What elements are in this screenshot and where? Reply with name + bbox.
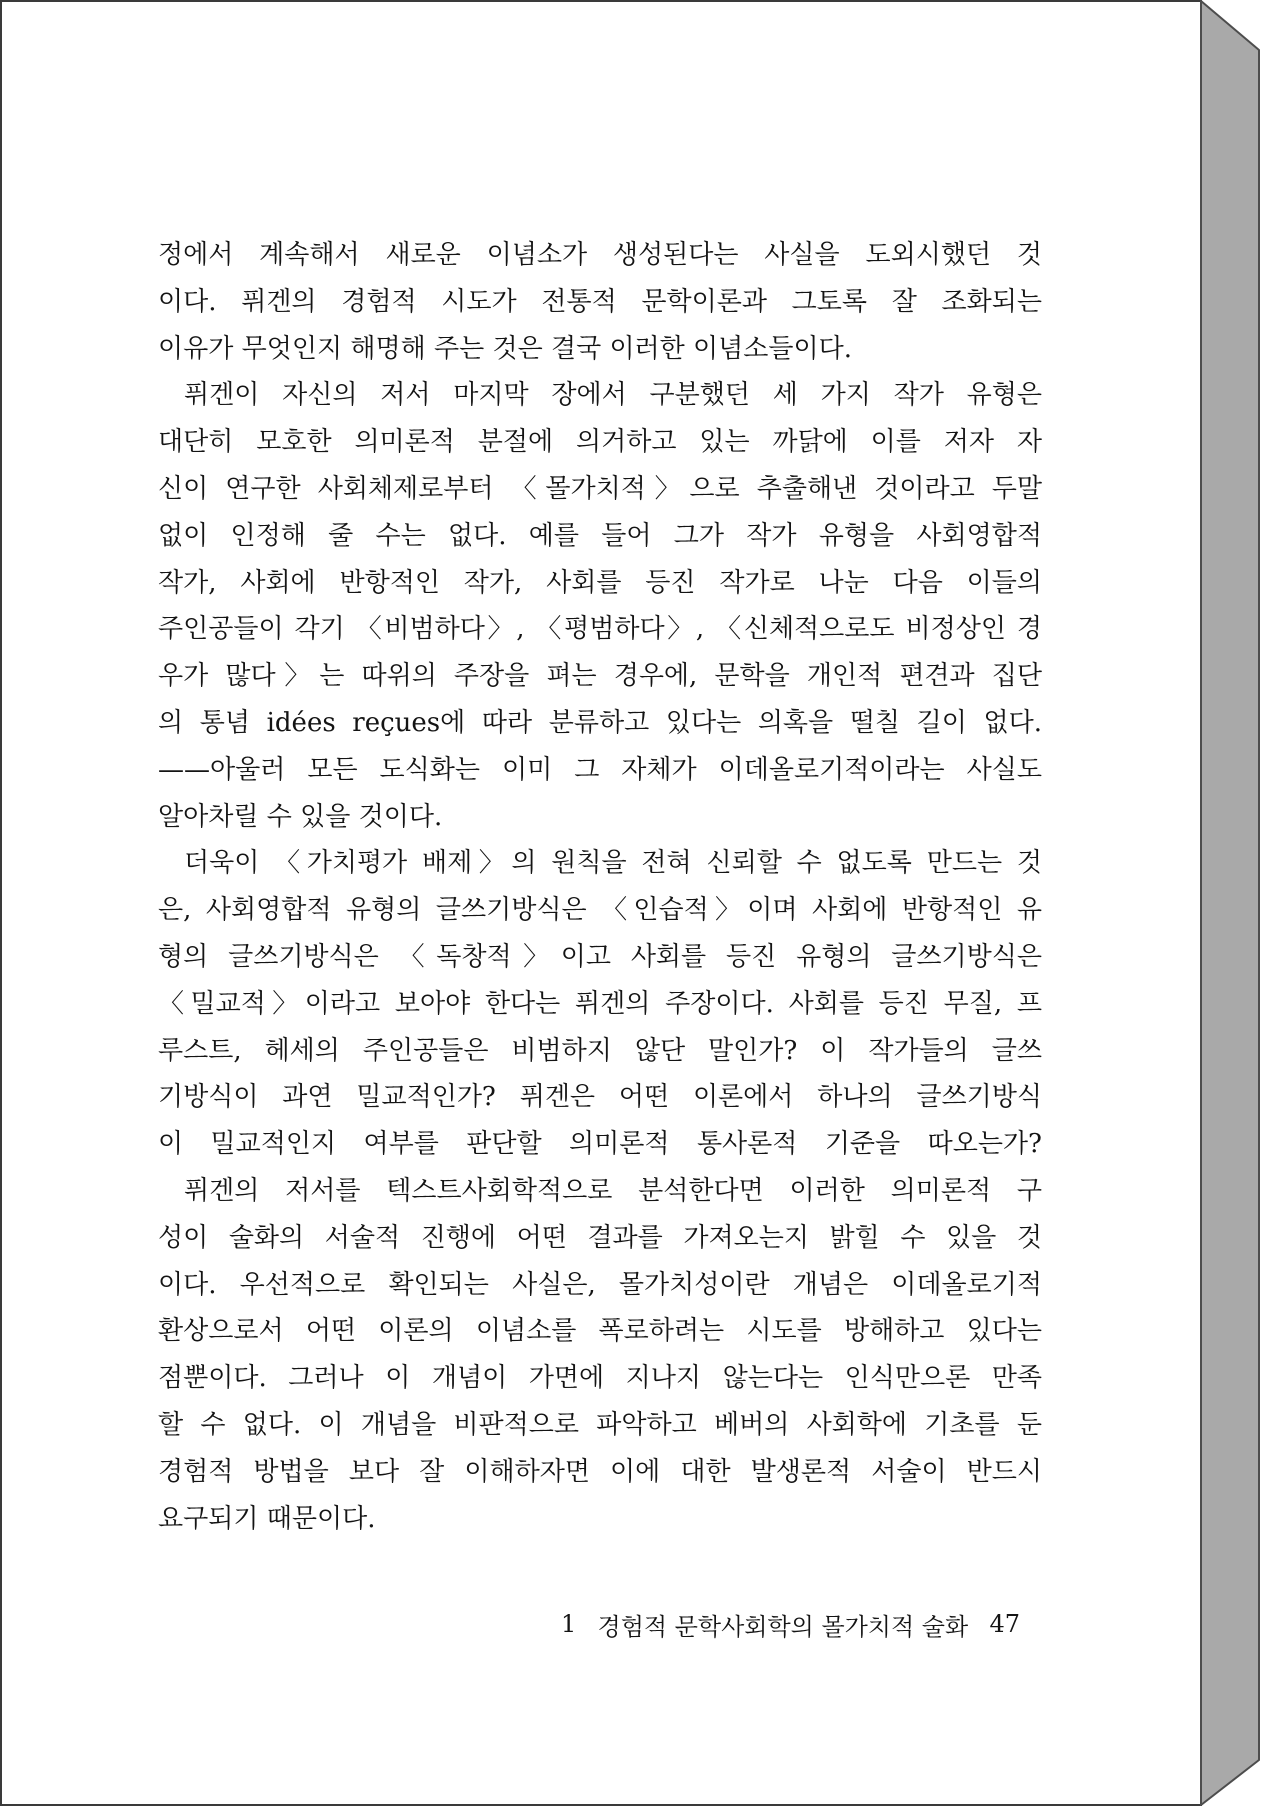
- text-line: 더욱이 〈가치평가 배제〉의 원칙을 전혀 신뢰할 수 없도록 만드는 것: [184, 848, 1042, 879]
- text-line: 알아차릴 수 있을 것이다.: [158, 801, 443, 832]
- text-line: 주인공들이 각기 〈비범하다〉, 〈평범하다〉, 〈신체적으로도 비정상인 경: [158, 614, 1042, 645]
- text-line: 없이 인정해 줄 수는 없다. 예를 들어 그가 작가 유형을 사회영합적: [158, 520, 1042, 551]
- text-line: 경험적 방법을 보다 잘 이해하자면 이에 대한 발생론적 서술이 반드시: [158, 1456, 1042, 1487]
- text-line: 이유가 무엇인지 해명해 주는 것은 결국 이러한 이념소들이다.: [158, 333, 853, 364]
- text-line: 이 밀교적인지 여부를 판단할 의미론적 통사론적 기준을 따오는가?: [158, 1129, 1042, 1160]
- text-line: 대단히 모호한 의미론적 분절에 의거하고 있는 까닭에 이를 저자 자: [158, 427, 1042, 458]
- text-line: 이다. 우선적으로 확인되는 사실은, 몰가치성이란 개념은 이데올로기적: [158, 1269, 1042, 1300]
- paragraph: [158, 1168, 1042, 1542]
- text-line: 우가 많다〉는 따위의 주장을 펴는 경우에, 문학을 개인적 편견과 집단: [158, 661, 1042, 692]
- text-line: 이다. 퓌겐의 경험적 시도가 전통적 문학이론과 그토록 잘 조화되는: [158, 286, 1042, 317]
- text-line: 점뿐이다. 그러나 이 개념이 가면에 지나지 않는다는 인식만으론 만족: [158, 1363, 1042, 1394]
- text-line: 정에서 계속해서 새로운 이념소가 생성된다는 사실을 도외시했던 것: [158, 240, 1042, 270]
- paragraph: [158, 372, 1042, 840]
- text-line: 할 수 없다. 이 개념을 비판적으로 파악하고 베버의 사회학에 기초를 둔: [158, 1409, 1042, 1440]
- running-footer: [561, 1601, 1020, 1647]
- paragraph: [158, 840, 1042, 1168]
- text-line: 〈밀교적〉이라고 보아야 한다는 퓌겐의 주장이다. 사회를 등진 무질, 프: [158, 988, 1042, 1019]
- paragraph: [158, 232, 1042, 372]
- text-line: 요구되기 때문이다.: [158, 1503, 376, 1534]
- running-title: 경험적 문학사회학의 몰가치적 술화: [597, 1612, 969, 1641]
- body-text: [158, 232, 1042, 1542]
- text-line: ——아울러 모든 도식화는 이미 그 자체가 이데올로기적이라는 사실도: [158, 754, 1042, 785]
- text-line: 의 통념 idées reçues에 따라 분류하고 있다는 의혹을 떨칠 길이 없다.: [158, 707, 1042, 738]
- text-line: 형의 글쓰기방식은 〈독창적〉이고 사회를 등진 유형의 글쓰기방식은: [158, 941, 1042, 972]
- text-line: 성이 술화의 서술적 진행에 어떤 결과를 가져오는지 밝힐 수 있을 것: [158, 1222, 1042, 1253]
- text-line: 기방식이 과연 밀교적인가? 퓌겐은 어떤 이론에서 하나의 글쓰기방식: [158, 1082, 1042, 1113]
- page-edge-thickness: [1201, 1, 1259, 1805]
- text-line: 작가, 사회에 반항적인 작가, 사회를 등진 작가로 나눈 다음 이들의: [158, 567, 1042, 598]
- chapter-number: 1: [561, 1610, 577, 1638]
- page-number: 47: [989, 1610, 1020, 1638]
- text-line: 신이 연구한 사회체제로부터 〈몰가치적〉으로 추출해낸 것이라고 두말: [158, 473, 1042, 504]
- text-line: 퓌겐이 자신의 저서 마지막 장에서 구분했던 세 가지 작가 유형은: [184, 380, 1042, 411]
- text-line: 은, 사회영합적 유형의 글쓰기방식은 〈인습적〉이며 사회에 반항적인 유: [158, 895, 1042, 926]
- text-line: 루스트, 헤세의 주인공들은 비범하지 않단 말인가? 이 작가들의 글쓰: [158, 1035, 1042, 1066]
- text-line: 퓌겐의 저서를 텍스트사회학적으로 분석한다면 이러한 의미론적 구: [184, 1175, 1042, 1206]
- text-line: 환상으로서 어떤 이론의 이념소를 폭로하려는 시도를 방해하고 있다는: [158, 1316, 1042, 1347]
